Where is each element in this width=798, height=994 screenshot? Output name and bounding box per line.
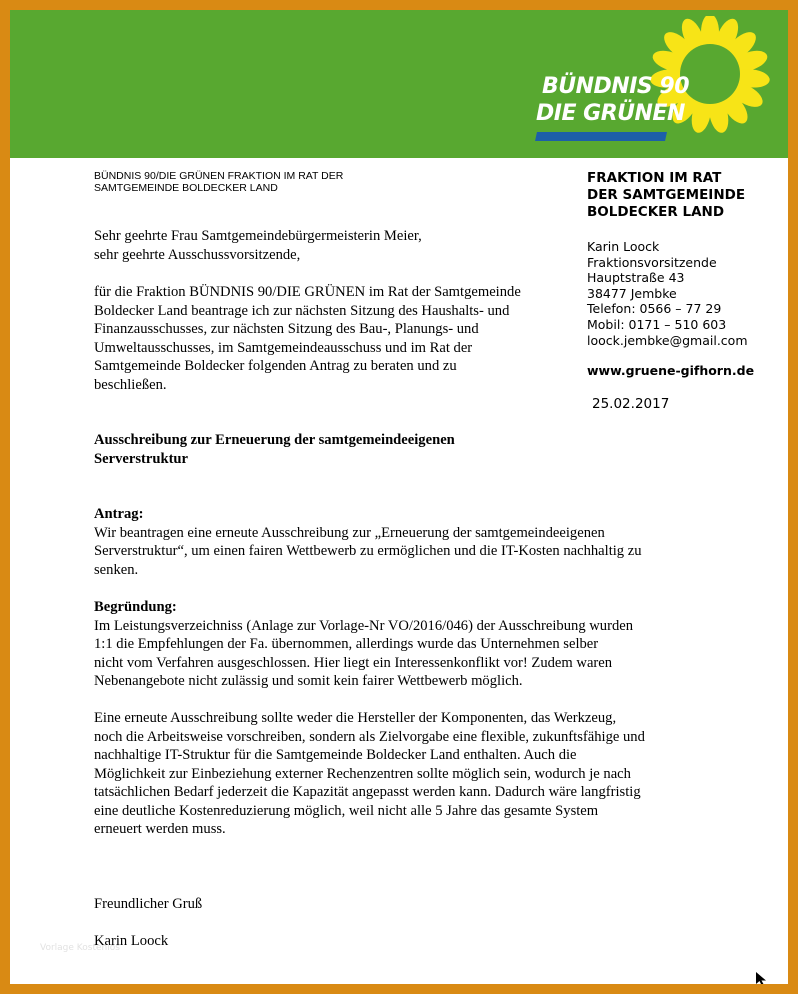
- closing: Freundlicher Gruß: [94, 896, 203, 912]
- text-line: beschließen.: [94, 376, 167, 393]
- text-line: Im Leistungsverzeichniss (Anlage zur Vorlage-Nr VO/2016/046) der Ausschreibung wurden: [94, 617, 634, 634]
- text-line: Umweltausschusses, im Samtgemeindeausschuss und im Rat der: [94, 339, 473, 356]
- sender-line: SAMTGEMEINDE BOLDECKER LAND: [94, 182, 278, 194]
- text-line: 1:1 die Empfehlungen der Fa. übernommen, allerdings wurde das Unternehmen selber: [94, 636, 599, 652]
- text-line: Möglichkeit zur Einbeziehung externer Rechenzentren sollte möglich sein, wodurch je nach: [94, 765, 631, 782]
- logo-text-line1: BÜNDNIS 90: [542, 74, 690, 99]
- text-line: Serverstruktur: [94, 450, 189, 467]
- logo-blue-bar: [535, 132, 667, 141]
- antrag-section: [94, 505, 642, 579]
- subject: [94, 431, 634, 468]
- letter-page: [10, 10, 788, 984]
- text-line: Wir beantragen eine erneute Ausschreibung zur „Erneuerung der samtgemeindeeigenen: [94, 524, 605, 541]
- text-line: Samtgemeinde Boldecker folgenden Antrag zu beraten und zu: [94, 358, 457, 374]
- text-line: eine deutliche Kostenreduzierung möglich, weil nicht alle 5 Jahre das gesamte System: [94, 802, 599, 819]
- logo-text-line2: DIE GRÜNEN: [536, 101, 685, 126]
- text-line: für die Fraktion BÜNDNIS 90/DIE GRÜNEN im Rat der Samtgemeinde: [94, 284, 521, 300]
- text-line: Eine erneute Ausschreibung sollte weder die Hersteller der Komponenten, das Werkzeug,: [94, 710, 617, 726]
- side-title-line: DER SAMTGEMEINDE: [587, 187, 746, 203]
- contact-phone: Telefon: 0566 – 77 29: [587, 301, 722, 317]
- sender-address: [94, 170, 343, 194]
- contact-city: 38477 Jembke: [587, 285, 677, 301]
- begruendung-section: [94, 598, 634, 691]
- contact-email: loock.jembke@gmail.com: [587, 332, 748, 348]
- second-paragraph: [94, 709, 645, 839]
- text-line: Serverstruktur“, um einen fairen Wettbewerb zu ermöglichen und die IT-Kosten nachhaltig zu: [94, 543, 642, 559]
- contact-name: Karin Loock: [587, 239, 660, 254]
- contact-role: Fraktionsvorsitzende: [587, 254, 717, 270]
- watermark: Vorlage Kostenlos: [40, 943, 120, 953]
- party-logo: [530, 16, 780, 146]
- text-line: Finanzausschusses, zur nächsten Sitzung des Bau-, Planungs- und: [94, 321, 479, 337]
- text-line: erneuert werden muss.: [94, 821, 226, 837]
- text-line: Sehr geehrte Frau Samtgemeindebürgermeisterin Meier,: [94, 228, 422, 244]
- sender-line: BÜNDNIS 90/DIE GRÜNEN FRAKTION IM RAT DER: [94, 170, 344, 182]
- page-corner-arrow-icon: [756, 972, 768, 984]
- text-line: nicht vom Verfahren ausgeschlossen. Hier liegt ein Interessenkonflikt vor! Zudem waren: [94, 654, 613, 671]
- begruendung-heading: Begründung:: [94, 599, 177, 615]
- contact-mobile: Mobil: 0171 – 510 603: [587, 316, 727, 332]
- text-line: Boldecker Land beantrage ich zur nächsten Sitzung des Haushalts- und: [94, 302, 510, 319]
- letter-date: 25.02.2017: [592, 396, 670, 413]
- text-line: senken.: [94, 561, 139, 578]
- text-line: nachhaltige IT-Struktur für die Samtgemeinde Boldecker Land enthalten. Auch die: [94, 747, 577, 763]
- side-title: [587, 170, 787, 221]
- text-line: noch die Arbeitsweise vorschreiben, sondern als Zielvorgabe eine flexible, zukunftsfähige und: [94, 728, 645, 745]
- contact-street: Hauptstraße 43: [587, 270, 685, 286]
- intro-paragraph: [94, 283, 634, 394]
- text-line: tatsächlichen Bedarf jederzeit die Kapazität angepasst werden kann. Dadurch wäre langfristig: [94, 784, 641, 800]
- header-banner: [10, 10, 788, 158]
- signature: Karin Loock: [94, 933, 169, 949]
- salutation: [94, 227, 634, 264]
- text-line: Ausschreibung zur Erneuerung der samtgemeindeeigenen: [94, 432, 455, 448]
- antrag-heading: Antrag:: [94, 506, 144, 522]
- text-line: sehr geehrte Ausschussvorsitzende,: [94, 246, 301, 263]
- text-line: Nebenangebote nicht zulässig und somit kein fairer Wettbewerb möglich.: [94, 673, 523, 689]
- side-title-line: FRAKTION IM RAT: [587, 170, 722, 186]
- side-title-line: BOLDECKER LAND: [587, 204, 725, 220]
- website-link: www.gruene-gifhorn.de: [587, 363, 755, 379]
